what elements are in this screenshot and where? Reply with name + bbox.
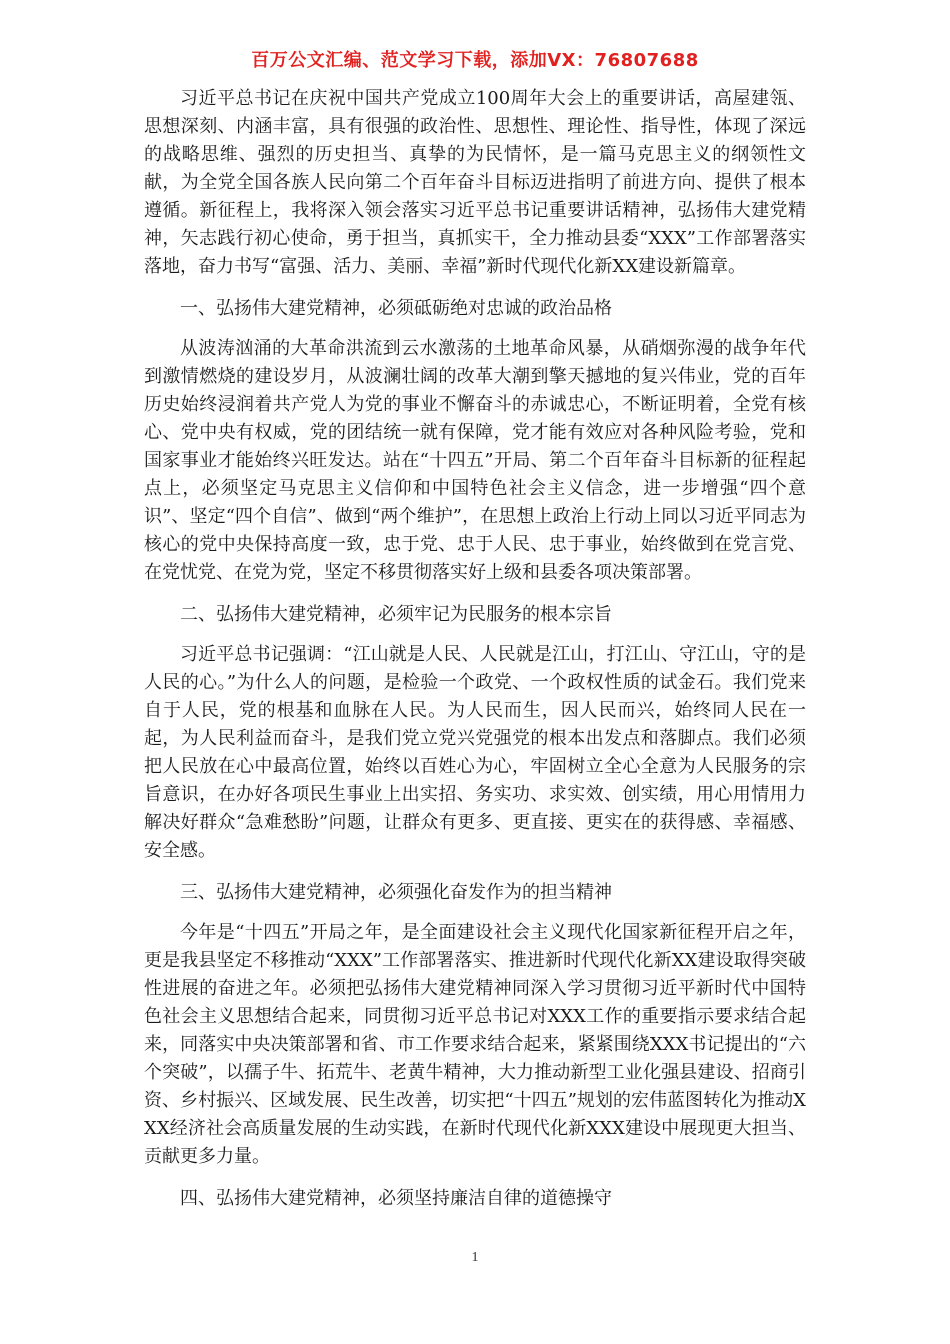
page-number: 1 [471, 1250, 479, 1265]
section-3-paragraph: 今年是“十四五”开局之年，是全面建设社会主义现代化国家新征程开启之年，更是我县坚定不移推动“XXX”工作部署落实、推进新时代现代化新XX建设取得突破性进展的奋进之年。必须把弘扬伟大建党精神同深入学习贯彻习近平新时代中国特色社会主义思想结合起来，同贯彻习近平总书记对XXX工作的重要指示要求结合起来，同落实中央决策部署和省、市工作要求结合起来，紧紧围绕XXX书记提出的“六个突破”，以孺子牛、拓荒牛、老黄牛精神，大力推动新型工业化强县建设、招商引资、乡村振兴、区域发展、民生改善，切实把“十四五”规划的宏伟蓝图转化为推动XXX经济社会高质量发展的生动实践，在新时代现代化新XXX建设中展现更大担当、贡献更多力量。 [144, 922, 806, 1167]
section-2-paragraph: 习近平总书记强调：“江山就是人民、人民就是江山，打江山、守江山，守的是人民的心。”为什么人的问题，是检验一个政党、一个政权性质的试金石。我们党来自于人民，党的根基和血脉在人民。为人民而生，因人民而兴，始终同人民在一起，为人民利益而奋斗，是我们党立党兴党强党的根本出发点和落脚点。我们必须把人民放在心中最高位置，始终以百姓心为心，牢固树立全心全意为人民服务的宗旨意识，在办好各项民生事业上出实招、务实功、求实效、创实绩，用心用情用力解决好群众“急难愁盼”问题，让群众有更多、更直接、更实在的获得感、幸福感、安全感。 [144, 644, 806, 861]
section-heading-2: 二、弘扬伟大建党精神，必须牢记为民服务的根本宗旨 [180, 604, 612, 625]
download-banner: 百万公文汇编、范文学习下载，添加VX：76807688 [251, 50, 699, 71]
section-heading-4: 四、弘扬伟大建党精神，必须坚持廉洁自律的道德操守 [180, 1188, 612, 1209]
section-heading-1: 一、弘扬伟大建党精神，必须砥砺绝对忠诚的政治品格 [180, 298, 612, 319]
document-body [144, 85, 806, 1225]
section-1-paragraph: 从波涛汹涌的大革命洪流到云水激荡的土地革命风暴，从硝烟弥漫的战争年代到激情燃烧的建设岁月，从波澜壮阔的改革大潮到擎天撼地的复兴伟业，党的百年历史始终浸润着共产党人为党的事业不懈奋斗的赤诚忠心，不断证明着，全党有核心、党中央有权威，党的团结统一就有保障，党才能有效应对各种风险考验，党和国家事业才能始终兴旺发达。站在“十四五”开局、第二个百年奋斗目标新的征程起点上，必须坚定马克思主义信仰和中国特色社会主义信念，进一步增强“四个意识”、坚定“四个自信”、做到“两个维护”，在思想上政治上行动上同以习近平同志为核心的党中央保持高度一致，忠于党、忠于人民、忠于事业，始终做到在党言党、在党忧党、在党为党，坚定不移贯彻落实好上级和县委各项决策部署。 [144, 338, 806, 583]
section-heading-3: 三、弘扬伟大建党精神，必须强化奋发作为的担当精神 [180, 882, 612, 903]
intro-paragraph: 习近平总书记在庆祝中国共产党成立100周年大会上的重要讲话，高屋建瓴、思想深刻、内涵丰富，具有很强的政治性、思想性、理论性、指导性，体现了深远的战略思维、强烈的历史担当、真挚的为民情怀，是一篇马克思主义的纲领性文献，为全党全国各族人民向第二个百年奋斗目标迈进指明了前进方向、提供了根本遵循。新征程上，我将深入领会落实习近平总书记重要讲话精神，弘扬伟大建党精神，矢志践行初心使命，勇于担当，真抓实干，全力推动县委“XXX”工作部署落实落地，奋力书写“富强、活力、美丽、幸福”新时代现代化新XX建设新篇章。 [144, 88, 806, 277]
